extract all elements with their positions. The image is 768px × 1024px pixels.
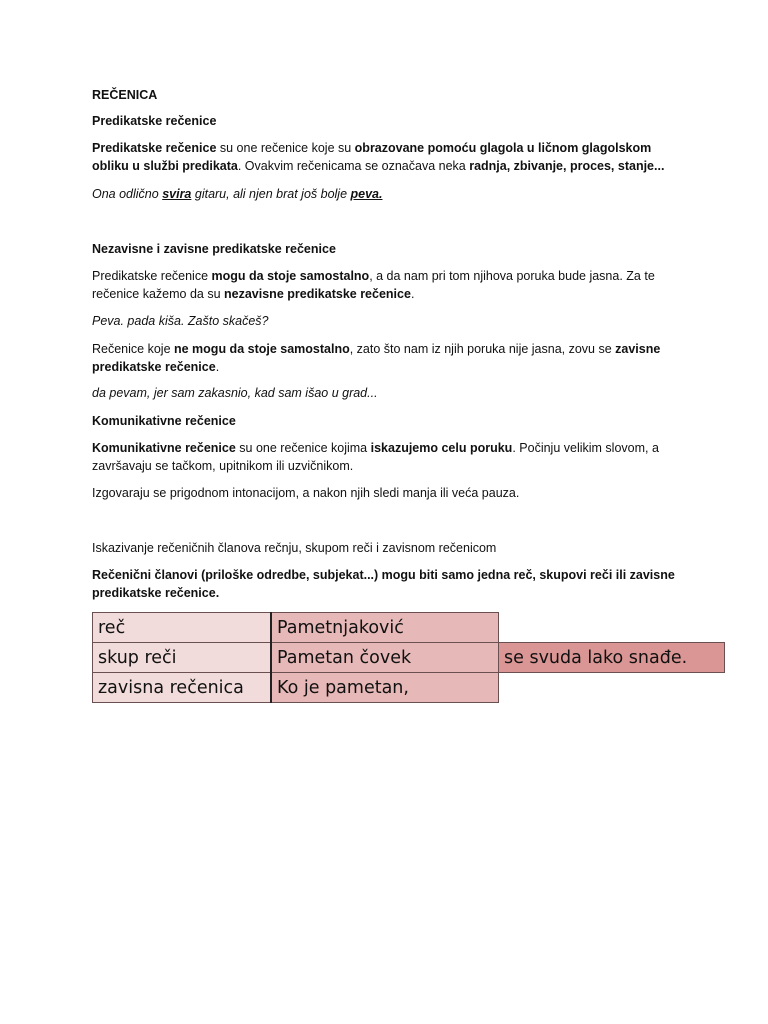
table-cell-value: Pametan čovek — [271, 643, 499, 673]
table-cell-label: reč — [93, 613, 272, 643]
paragraph-komunikativne: Komunikativne rečenice su one rečenice kojima iskazujemo celu poruku. Počinju velikim slovom, a završavaju se tačkom, upitnikom ili uzvičnikom. — [92, 441, 659, 473]
table-cell-label: skup reči — [93, 643, 272, 673]
table-cell-value: Pametnjaković — [271, 613, 499, 643]
table-cell-empty — [499, 673, 725, 703]
table-row — [93, 643, 725, 673]
example-sentence-1: Ona odlično svira gitaru, ali njen brat još bolje peva. — [92, 187, 383, 201]
paragraph-recenicni-clanovi: Rečenični članovi (priloške odredbe, subjekat...) mogu biti samo jedna reč, skupovi reči ili zavisne predikatske rečenice. — [92, 568, 675, 600]
paragraph-zavisne: Rečenice koje ne mogu da stoje samostalno, zato što nam iz njih poruka nije jasna, zovu se zavisne predikatske rečenice. — [92, 342, 661, 374]
paragraph-nezavisne: Predikatske rečenice mogu da stoje samostalno, a da nam pri tom njihova poruka bude jasna. Za te rečenice kažemo da su nezavisne predikatske rečenice. — [92, 269, 655, 301]
paragraph-predikatske-definition: Predikatske rečenice su one rečenice koje su obrazovane pomoću glagola u ličnom glagolskom obliku u službi predikata. Ovakvim rečenicama se označava neka radnja, zbivanje, proces, stanje... — [92, 141, 665, 173]
table-cell-empty — [499, 613, 725, 643]
example-sentence-2: Peva. pada kiša. Zašto skačeš? — [92, 314, 269, 328]
table-row — [93, 613, 725, 643]
heading-komunikativne: Komunikativne rečenice — [92, 414, 236, 428]
doc-title: REČENICA — [92, 88, 158, 102]
paragraph-intonacija: Izgovaraju se prigodnom intonacijom, a nakon njih sledi manja ili veća pauza. — [92, 486, 520, 500]
example-sentence-3: da pevam, jer sam zakasnio, kad sam išao u grad... — [92, 386, 378, 400]
table-cell-value: Ko je pametan, — [271, 673, 499, 703]
table-cell-label: zavisna rečenica — [93, 673, 272, 703]
table-row — [93, 673, 725, 703]
table-cell-extra: se svuda lako snađe. — [499, 643, 725, 673]
heading-predikatske: Predikatske rečenice — [92, 114, 217, 128]
heading-nezavisne: Nezavisne i zavisne predikatske rečenice — [92, 242, 336, 256]
paragraph-iskazivanje: Iskazivanje rečeničnih članova rečnju, skupom reči i zavisnom rečenicom — [92, 541, 497, 555]
sentence-members-table — [92, 612, 725, 703]
